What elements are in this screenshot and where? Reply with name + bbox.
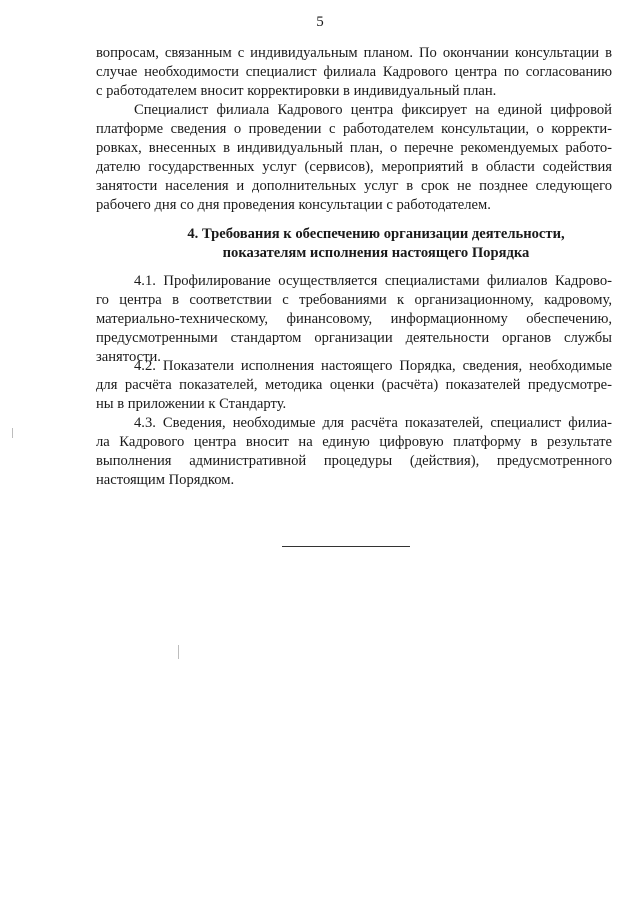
scan-artifact	[12, 428, 13, 438]
paragraph-4-3	[96, 414, 612, 490]
text-line: с работодателем вносит корректировки в индивидуальный план.	[96, 83, 497, 99]
text-line: занятости.	[96, 349, 161, 365]
text-line: платформе сведения о проведении с работодателем консультации, о корректи-	[96, 121, 612, 137]
heading-line: 4. Требования к обеспечению организации деятельности,	[187, 226, 565, 242]
text-line: рабочего дня со дня проведения консультации с работодателем.	[96, 197, 491, 213]
text-line: 4.1. Профилирование осуществляется специалистами филиалов Кадрово-	[134, 273, 612, 289]
section-heading	[96, 225, 612, 263]
text-line: дателю государственных услуг (сервисов), мероприятий в области содействия	[96, 159, 612, 175]
text-line: ровках, внесенных в индивидуальный план, о перечне рекомендуемых работо-	[96, 140, 612, 156]
text-line: предусмотренными стандартом организации деятельности органов службы	[96, 330, 612, 346]
paragraph-4-2	[96, 357, 612, 414]
text-line: 4.3. Сведения, необходимые для расчёта показателей, специалист филиа-	[134, 415, 612, 431]
text-line: случае необходимости специалист филиала Кадрового центра по согласованию	[96, 64, 612, 80]
text-line: ны в приложении к Стандарту.	[96, 396, 287, 412]
text-line: занятости населения и дополнительных услуг в срок не позднее следующего	[96, 178, 612, 194]
text-line: 4.2. Показатели исполнения настоящего Порядка, сведения, необходимые	[134, 358, 612, 374]
scan-artifact	[178, 645, 179, 659]
paragraph-platform-record	[96, 101, 612, 215]
page-number: 5	[316, 14, 324, 30]
text-line: го центра в соответствии с требованиями к организационному, кадровому,	[96, 292, 612, 308]
text-line: для расчёта показателей, методика оценки (расчёта) показателей предусмотре-	[96, 377, 612, 393]
end-of-document-rule	[282, 546, 410, 547]
text-line: настоящим Порядком.	[96, 472, 235, 488]
text-line: вопросам, связанным с индивидуальным планом. По окончании консультации в	[96, 45, 612, 61]
text-line: выполнения административной процедуры (действия), предусмотренного	[96, 453, 612, 469]
heading-line: показателям исполнения настоящего Порядка	[222, 245, 530, 261]
text-line: Специалист филиала Кадрового центра фиксирует на единой цифровой	[134, 102, 612, 118]
paragraph-consultation-end	[96, 44, 612, 101]
text-line: материально-техническому, финансовому, информационному обеспечению,	[96, 311, 612, 327]
text-line: ла Кадрового центра вносит на единую цифровую платформу в результате	[96, 434, 612, 450]
paragraph-4-1	[96, 272, 612, 367]
